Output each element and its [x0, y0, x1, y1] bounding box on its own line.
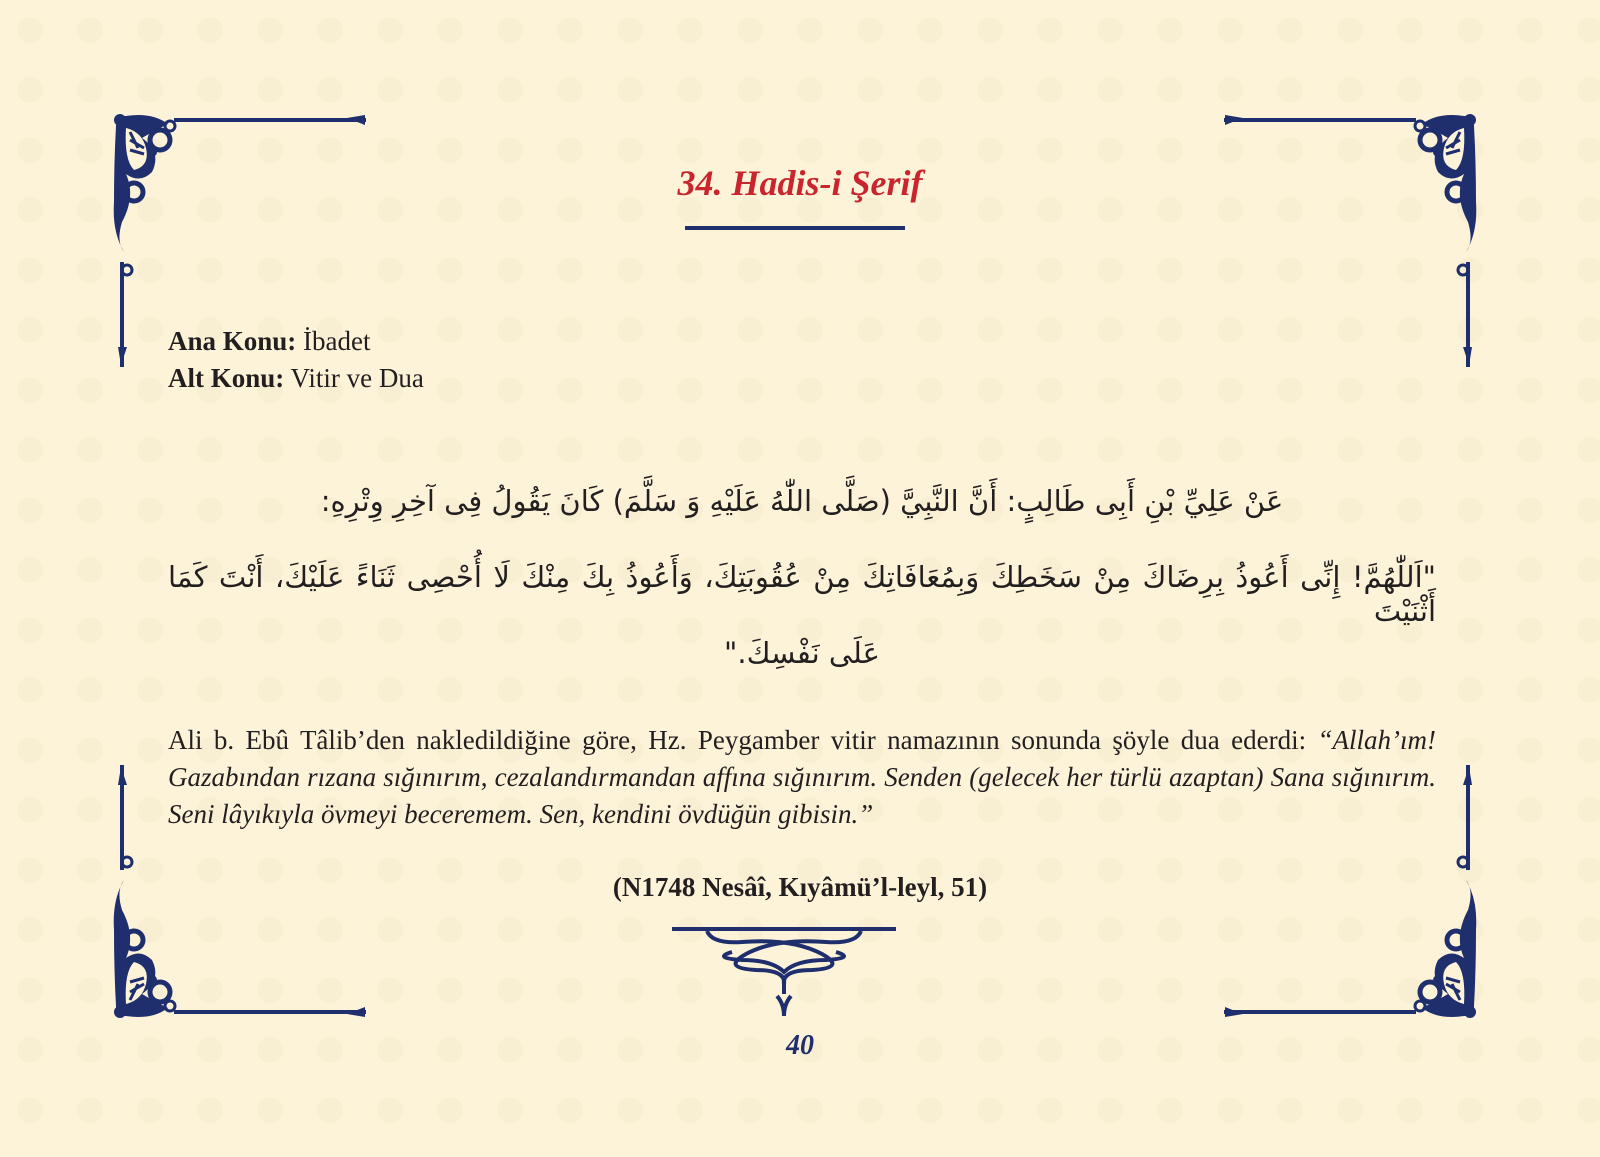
sub-topic: [168, 363, 424, 394]
translation-paragraph: [168, 722, 1436, 833]
page-number: 40: [786, 1030, 814, 1061]
hadith-citation: (N1748 Nesâî, Kıyâmü’l-leyl, 51): [612, 872, 988, 902]
arabic-line-3: عَلَى نَفْسِكَ.": [724, 636, 880, 670]
arabic-line-2: "اَللّٰهُمَّ! إِنِّى أَعُوذُ بِرِضَاكَ مِنْ سَخَطِكَ وَبِمُعَافَاتِكَ مِنْ عُقُوبَتِكَ، وَأَعُوذُ بِكَ مِنْكَ لَا أُحْصِى ثَنَاءً عَلَيْكَ، أَنْتَ كَمَا أَثْنَيْتَ: [168, 560, 1436, 628]
main-topic: [168, 326, 371, 357]
translation-quote: “Allah’ım! Gazabından rızana sığınırım, cezalandırmandan affına sığınırım. Senden (gelecek her türlü azaptan) Sana sığınırım. Seni lâyıkıyla övmeyi beceremem. Sen, kendini övdüğün gibisin.”: [168, 725, 1436, 829]
corner-ornament-top-right: [1218, 112, 1478, 372]
translation-intro: Ali b. Ebû Tâlib’den nakledildiğine göre, Hz. Peygamber vitir namazının sonunda şöyle dua ederdi:: [168, 725, 1307, 755]
page-title: 34. Hadis-i Şerif: [677, 163, 923, 203]
main-topic-value: İbadet: [303, 326, 371, 356]
bottom-flourish-ornament: [672, 924, 896, 1024]
sub-topic-label: Alt Konu:: [168, 363, 285, 393]
sub-topic-value: Vitir ve Dua: [290, 363, 424, 393]
main-topic-label: Ana Konu:: [168, 326, 297, 356]
arabic-line-1: عَنْ عَلِيِّ بْنِ أَبِى طَالِبٍ: أَنَّ النَّبِيَّ (صَلَّى اللّٰهُ عَلَيْهِ وَ سَلَّمَ) كَانَ يَقُولُ فِى آخِرِ وِتْرِهِ:: [320, 484, 1284, 518]
title-divider: [685, 226, 905, 230]
